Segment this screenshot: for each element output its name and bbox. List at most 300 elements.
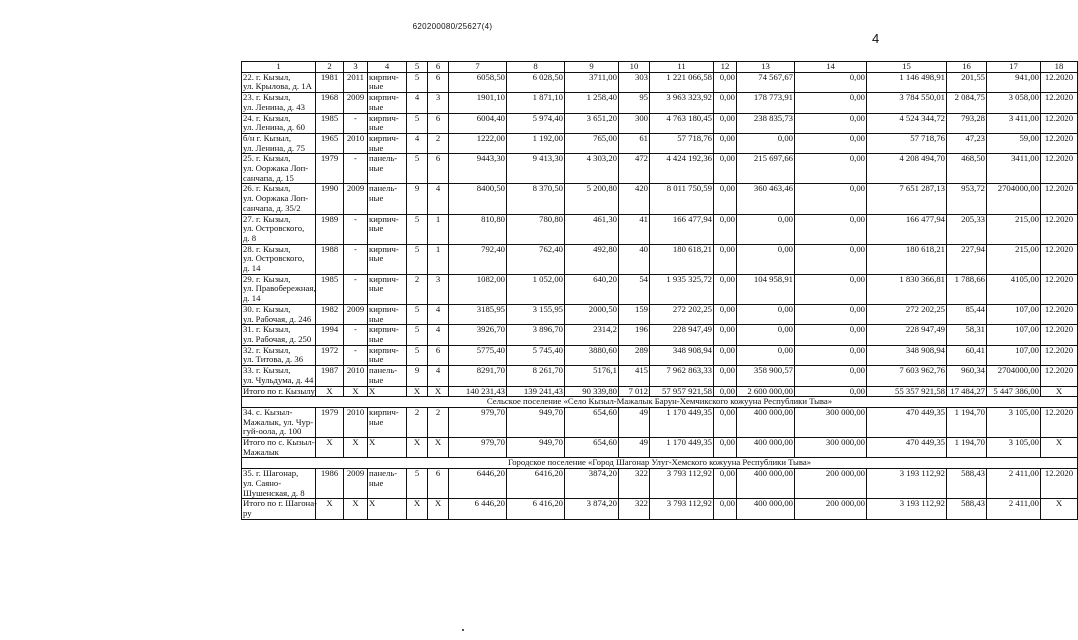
table-cell: 420 — [619, 184, 650, 214]
table-cell: 6 028,50 — [507, 72, 565, 92]
table-cell — [368, 304, 407, 324]
table-cell: 3 411,00 — [987, 113, 1041, 133]
cell-line: ул. Чульдума, д. 44 — [243, 374, 314, 385]
table-row — [242, 113, 1078, 133]
table-row — [242, 366, 1078, 386]
table-cell: 588,43 — [947, 499, 987, 519]
table-cell: 54 — [619, 274, 650, 304]
table-cell — [242, 407, 316, 437]
table-cell: 5 — [407, 304, 428, 324]
table-cell: 0,00 — [714, 214, 737, 244]
table-cell: 3926,70 — [449, 325, 507, 345]
table-cell: 49 — [619, 407, 650, 437]
table-cell: 0,00 — [714, 386, 737, 397]
column-header: 1 — [242, 62, 316, 73]
table-cell: 3874,20 — [565, 469, 619, 499]
table-cell: 0,00 — [795, 244, 867, 274]
table-cell: 166 477,94 — [867, 214, 947, 244]
column-header: 6 — [428, 62, 449, 73]
table-cell: Х — [428, 499, 449, 519]
cell-line: кирпич- — [369, 303, 399, 314]
cell-line: ул. Ооржака Лоп- — [243, 193, 309, 204]
table-cell: 640,20 — [565, 274, 619, 304]
cell-line: ные — [369, 193, 384, 204]
table-cell: 178 773,91 — [737, 93, 795, 113]
table-cell: 5 974,40 — [507, 113, 565, 133]
table-cell: 0,00 — [714, 113, 737, 133]
table-cell: Х — [1041, 499, 1078, 519]
table-row — [242, 407, 1078, 437]
table-cell: 0,00 — [795, 184, 867, 214]
table-cell: 3 — [428, 93, 449, 113]
column-header: 17 — [987, 62, 1041, 73]
cell-line: ные — [369, 101, 384, 112]
table-cell: 5775,40 — [449, 345, 507, 365]
table-cell: Х — [316, 386, 344, 397]
column-header: 4 — [368, 62, 407, 73]
cell-line: 26. г. Кызыл, — [243, 183, 291, 194]
table-row — [242, 325, 1078, 345]
table-cell: 2 411,00 — [987, 469, 1041, 499]
table-cell: 272 202,25 — [867, 304, 947, 324]
table-cell: 0,00 — [714, 184, 737, 214]
table-cell: 3880,60 — [565, 345, 619, 365]
table-cell: 2011 — [344, 72, 368, 92]
table-cell: 1965 — [316, 133, 344, 153]
table-cell — [242, 214, 316, 244]
table-cell: 3 105,00 — [987, 438, 1041, 458]
table-cell: 196 — [619, 325, 650, 345]
cell-line: ул. Ленина, д. 43 — [243, 101, 305, 112]
table-row — [242, 72, 1078, 92]
table-cell: 228 947,49 — [867, 325, 947, 345]
table-cell — [368, 274, 407, 304]
table-row — [242, 304, 1078, 324]
cell-line: кирпич- — [369, 406, 399, 417]
table-cell: 762,40 — [507, 244, 565, 274]
table-cell: 180 618,21 — [650, 244, 714, 274]
cell-line: 31. г. Кызыл, — [243, 324, 291, 335]
table-cell: 8291,70 — [449, 366, 507, 386]
table-cell: 1979 — [316, 154, 344, 184]
table-cell: 2 084,75 — [947, 93, 987, 113]
table-cell: 3185,95 — [449, 304, 507, 324]
table-cell: 4105,00 — [987, 274, 1041, 304]
table-row — [242, 244, 1078, 274]
table-cell: 7 012 — [619, 386, 650, 397]
cell-line: панель- — [369, 153, 398, 164]
table-cell: 57 718,76 — [867, 133, 947, 153]
table-cell: 6058,50 — [449, 72, 507, 92]
table-cell: 1994 — [316, 325, 344, 345]
table-cell: 0,00 — [737, 325, 795, 345]
cell-line: кирпич- — [369, 344, 399, 355]
cell-line: 32. г. Кызыл, — [243, 344, 291, 355]
table-cell: 17 484,27 — [947, 386, 987, 397]
table-cell: 1979 — [316, 407, 344, 437]
table-cell: 1990 — [316, 184, 344, 214]
table-cell: - — [344, 113, 368, 133]
table-cell: 1222,00 — [449, 133, 507, 153]
table-cell: Х — [407, 386, 428, 397]
table-cell: 6 446,20 — [449, 499, 507, 519]
table-cell: 415 — [619, 366, 650, 386]
column-header: 3 — [344, 62, 368, 73]
cell-line: панель- — [369, 468, 398, 479]
table-cell: 300 000,00 — [795, 438, 867, 458]
table-cell: 4 763 180,45 — [650, 113, 714, 133]
table-cell: 3 155,95 — [507, 304, 565, 324]
table-cell: 57 718,76 — [650, 133, 714, 153]
table-cell: 1972 — [316, 345, 344, 365]
table-cell: 0,00 — [714, 304, 737, 324]
table-cell: 57 957 921,58 — [650, 386, 714, 397]
table-cell: 3 — [428, 274, 449, 304]
cell-line: кирпич- — [369, 112, 399, 123]
table-cell: 12.2020 — [1041, 113, 1078, 133]
cell-line: 35. г. Шагонар, — [243, 468, 299, 479]
cell-line: санчапа, д. 15 — [243, 172, 294, 183]
table-cell: 5 — [407, 469, 428, 499]
column-header: 7 — [449, 62, 507, 73]
cell-line: ные — [369, 253, 384, 264]
table-cell — [368, 244, 407, 274]
section-row — [242, 458, 1078, 469]
table-cell: 0,00 — [714, 407, 737, 437]
cell-line: ул. Саяно- — [243, 477, 282, 488]
table-cell: 12.2020 — [1041, 133, 1078, 153]
table-cell: 2010 — [344, 133, 368, 153]
table-cell: 810,80 — [449, 214, 507, 244]
table-cell: 1985 — [316, 113, 344, 133]
table-cell: 2 — [428, 407, 449, 437]
table-cell: 107,00 — [987, 325, 1041, 345]
cell-line: Мажалык, ул. Чур- — [243, 416, 314, 427]
cell-line: ул. Правобережная, — [243, 283, 316, 294]
table-cell: 322 — [619, 499, 650, 519]
table-cell: 5 — [407, 345, 428, 365]
table-cell: 0,00 — [795, 304, 867, 324]
table-cell: 2 — [428, 133, 449, 153]
column-header: 12 — [714, 62, 737, 73]
table-cell: 215,00 — [987, 214, 1041, 244]
table-cell: 6446,20 — [449, 469, 507, 499]
table-cell — [242, 133, 316, 153]
table-cell: 400 000,00 — [737, 438, 795, 458]
table-cell: 2009 — [344, 93, 368, 113]
table-cell: 5 745,40 — [507, 345, 565, 365]
table-cell: 1982 — [316, 304, 344, 324]
table-cell: 461,30 — [565, 214, 619, 244]
table-cell: 3 058,00 — [987, 93, 1041, 113]
cell-line: Итого по г. Кызылу — [243, 385, 315, 396]
table-cell: 300 000,00 — [795, 407, 867, 437]
cell-line: кирпич- — [369, 273, 399, 284]
cell-line: ул. Рабочая, д. 250 — [243, 333, 312, 344]
table-cell: 1 — [428, 214, 449, 244]
cell-line: 24. г. Кызыл, — [243, 112, 291, 123]
cell-line: б/н г. Кызыл, — [243, 132, 291, 143]
table-cell: 201,55 — [947, 72, 987, 92]
table-cell — [242, 469, 316, 499]
table-cell: 2010 — [344, 407, 368, 437]
table-cell: 0,00 — [795, 154, 867, 184]
table-cell: 1 935 325,72 — [650, 274, 714, 304]
table-cell: 322 — [619, 469, 650, 499]
table-cell: 7 962 863,33 — [650, 366, 714, 386]
table-cell — [242, 366, 316, 386]
table-cell: - — [344, 214, 368, 244]
table-cell: 5176,1 — [565, 366, 619, 386]
cell-line: гуй-оола, д. 100 — [243, 426, 302, 437]
table-cell: 238 835,73 — [737, 113, 795, 133]
cell-line: 28. г. Кызыл, — [243, 243, 291, 254]
table-cell: 0,00 — [714, 499, 737, 519]
cell-line: 29. г. Кызыл, — [243, 273, 291, 284]
table-cell — [242, 72, 316, 92]
table-row — [242, 345, 1078, 365]
table-cell: 0,00 — [714, 366, 737, 386]
table-cell: 0,00 — [737, 244, 795, 274]
table-cell: 61 — [619, 133, 650, 153]
cell-line: ные — [369, 122, 384, 133]
table-cell: 0,00 — [795, 93, 867, 113]
table-cell: 215,00 — [987, 244, 1041, 274]
table-cell: 4 — [428, 366, 449, 386]
table-cell: 0,00 — [795, 345, 867, 365]
table-cell: 12.2020 — [1041, 407, 1078, 437]
cell-line: ные — [369, 283, 384, 294]
cell-line: д. 14 — [243, 293, 261, 304]
table-cell: 1 258,40 — [565, 93, 619, 113]
table-cell: 348 908,94 — [650, 345, 714, 365]
table-cell: 12.2020 — [1041, 469, 1078, 499]
table-cell — [368, 133, 407, 153]
table-cell: 2 — [407, 274, 428, 304]
column-header: 15 — [867, 62, 947, 73]
table-cell: 1901,10 — [449, 93, 507, 113]
cell-line: Мажалык — [243, 446, 279, 457]
table-cell: 792,40 — [449, 244, 507, 274]
table-cell: 8 011 750,59 — [650, 184, 714, 214]
table-cell: 12.2020 — [1041, 366, 1078, 386]
table-cell: 0,00 — [795, 133, 867, 153]
table-cell: 1 871,10 — [507, 93, 565, 113]
table-cell: 5 200,80 — [565, 184, 619, 214]
table-cell: 7 603 962,76 — [867, 366, 947, 386]
table-cell: 0,00 — [714, 72, 737, 92]
table-cell: 3 874,20 — [565, 499, 619, 519]
table-cell: 953,72 — [947, 184, 987, 214]
table-cell: - — [344, 244, 368, 274]
table-cell: Х — [316, 499, 344, 519]
table-cell: 1 221 066,58 — [650, 72, 714, 92]
cell-line: 33. г. Кызыл, — [243, 365, 291, 376]
section-title: Сельское поселение «Село Кызыл-Мажалык Барун-Хемчикского кожууна Республики Тыва» — [242, 397, 1078, 408]
table-cell: 400 000,00 — [737, 499, 795, 519]
table-cell: 12.2020 — [1041, 304, 1078, 324]
total-row — [242, 499, 1078, 519]
table-cell: 227,94 — [947, 244, 987, 274]
table-cell: 2 411,00 — [987, 499, 1041, 519]
table-cell: 472 — [619, 154, 650, 184]
table-cell: 104 958,91 — [737, 274, 795, 304]
table-cell — [368, 154, 407, 184]
table-cell: 49 — [619, 438, 650, 458]
table-cell: 59,00 — [987, 133, 1041, 153]
table-cell: 979,70 — [449, 438, 507, 458]
table-cell: 12.2020 — [1041, 274, 1078, 304]
table-cell: 300 — [619, 113, 650, 133]
table-cell: 1989 — [316, 214, 344, 244]
table-cell: 12.2020 — [1041, 325, 1078, 345]
table-cell: 492,80 — [565, 244, 619, 274]
table-cell: 0,00 — [795, 274, 867, 304]
cell-line: ул. Островского, — [243, 253, 305, 264]
table-cell — [368, 499, 407, 519]
table-cell: 470 449,35 — [867, 438, 947, 458]
table-cell: 12.2020 — [1041, 244, 1078, 274]
table-cell: Х — [344, 438, 368, 458]
table-cell: 0,00 — [737, 214, 795, 244]
table-cell: 9 413,30 — [507, 154, 565, 184]
table-cell: 139 241,43 — [507, 386, 565, 397]
section-row — [242, 397, 1078, 408]
table-cell: 200 000,00 — [795, 499, 867, 519]
cell-line: ные — [369, 333, 384, 344]
page-number: 4 — [872, 31, 880, 46]
table-cell — [368, 93, 407, 113]
cell-line: 23. г. Кызыл, — [243, 92, 291, 103]
table-cell: 0,00 — [795, 72, 867, 92]
table-cell: Х — [344, 499, 368, 519]
cell-line: кирпич- — [369, 71, 399, 82]
cell-line: ру — [243, 507, 252, 518]
table-cell: 360 463,46 — [737, 184, 795, 214]
table-cell — [368, 214, 407, 244]
table-cell: Х — [407, 499, 428, 519]
table-cell: 2009 — [344, 184, 368, 214]
table-cell — [242, 184, 316, 214]
table-cell: 140 231,43 — [449, 386, 507, 397]
table-cell: 289 — [619, 345, 650, 365]
table-row — [242, 154, 1078, 184]
cell-line: ул. Крылова, д. 1А — [243, 81, 312, 92]
table-cell: 0,00 — [714, 244, 737, 274]
cell-line: 30. г. Кызыл, — [243, 303, 291, 314]
table-cell: 2010 — [344, 366, 368, 386]
table-cell: 5 447 386,00 — [987, 386, 1041, 397]
cell-line: ные — [369, 374, 384, 385]
cell-line: Х — [369, 498, 376, 509]
housing-table — [241, 61, 1078, 520]
cell-line: ные — [369, 142, 384, 153]
column-header: 11 — [650, 62, 714, 73]
table-cell: Х — [1041, 438, 1078, 458]
table-cell: 41 — [619, 214, 650, 244]
table-cell: 348 908,94 — [867, 345, 947, 365]
table-cell: 4 424 192,36 — [650, 154, 714, 184]
column-header: 9 — [565, 62, 619, 73]
table-cell: 3 896,70 — [507, 325, 565, 345]
table-cell: 780,80 — [507, 214, 565, 244]
table-cell: 6 — [428, 154, 449, 184]
cell-line: кирпич- — [369, 92, 399, 103]
table-cell: 3 193 112,92 — [867, 469, 947, 499]
table-cell: 468,50 — [947, 154, 987, 184]
table-cell: 4 — [407, 133, 428, 153]
table-cell: 960,34 — [947, 366, 987, 386]
cell-line: кирпич- — [369, 324, 399, 335]
table-cell: 58,31 — [947, 325, 987, 345]
table-cell — [242, 244, 316, 274]
table-cell: 765,00 — [565, 133, 619, 153]
table-row — [242, 184, 1078, 214]
table-cell: 6 — [428, 113, 449, 133]
table-cell: 5 — [407, 113, 428, 133]
table-cell: 1 788,66 — [947, 274, 987, 304]
table-cell — [368, 72, 407, 92]
table-row — [242, 133, 1078, 153]
table-cell — [368, 407, 407, 437]
table-cell: 5 — [407, 244, 428, 274]
table-cell: 2704000,00 — [987, 366, 1041, 386]
table-cell — [242, 499, 316, 519]
table-cell: 1 194,70 — [947, 438, 987, 458]
cell-line: кирпич- — [369, 243, 399, 254]
cell-line: д. 14 — [243, 263, 261, 274]
column-header: 5 — [407, 62, 428, 73]
cell-line: ные — [369, 223, 384, 234]
table-cell: 8 261,70 — [507, 366, 565, 386]
table-cell — [368, 345, 407, 365]
table-cell: Х — [428, 438, 449, 458]
cell-line: 34. с. Кызыл- — [243, 406, 293, 417]
table-cell: - — [344, 154, 368, 184]
cell-line: Х — [369, 385, 376, 396]
cell-line: 22. г. Кызыл, — [243, 71, 291, 82]
table-cell — [368, 366, 407, 386]
table-cell: 0,00 — [737, 133, 795, 153]
table-cell: 159 — [619, 304, 650, 324]
table-cell: 166 477,94 — [650, 214, 714, 244]
cell-line: 27. г. Кызыл, — [243, 213, 291, 224]
table-cell: 470 449,35 — [867, 407, 947, 437]
document-id: 620200080/25627(4) — [412, 22, 493, 31]
table-cell: 3 793 112,92 — [650, 499, 714, 519]
column-header: 8 — [507, 62, 565, 73]
table-cell: 3 193 112,92 — [867, 499, 947, 519]
table-row — [242, 214, 1078, 244]
table-cell: 12.2020 — [1041, 345, 1078, 365]
table-cell: 0,00 — [795, 214, 867, 244]
table-row — [242, 93, 1078, 113]
table-cell — [368, 325, 407, 345]
table-cell: 3 105,00 — [987, 407, 1041, 437]
table-cell: - — [344, 345, 368, 365]
cell-line: Итого по г. Шагона- — [243, 498, 317, 509]
table-cell: 303 — [619, 72, 650, 92]
table-cell: Х — [428, 386, 449, 397]
table-cell: 0,00 — [795, 113, 867, 133]
table-cell: 1988 — [316, 244, 344, 274]
section-title: Городское поселение «Город Шагонар Улуг-Хемского кожууна Республики Тыва» — [242, 458, 1078, 469]
table-cell: 0,00 — [714, 325, 737, 345]
cell-line: д. 8 — [243, 232, 257, 243]
cell-line: ул. Рабочая, д. 246 — [243, 313, 312, 324]
table-cell: 6 — [428, 345, 449, 365]
table-cell: 12.2020 — [1041, 184, 1078, 214]
